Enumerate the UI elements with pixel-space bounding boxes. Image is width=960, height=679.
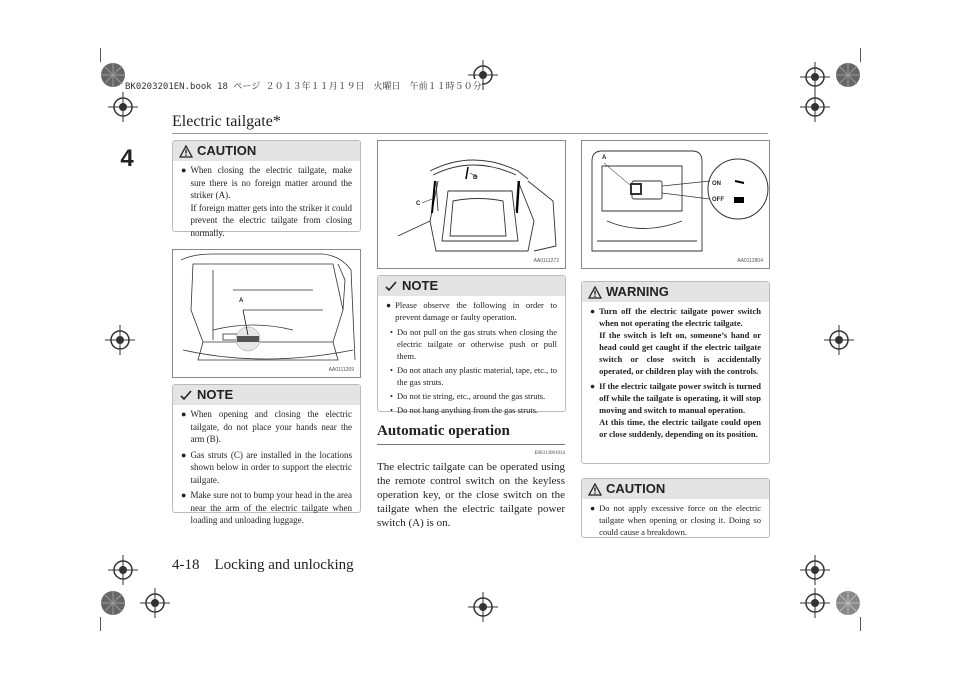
caution-header (582, 479, 769, 499)
list-item: ● When closing the electric tailgate, make sure there is no foreign matter around the striker (A). If foreign matter gets into the striker it could prevent the electric tailgate from closing normally. (181, 165, 352, 238)
cargo-striker-figure (172, 249, 361, 378)
registration-mark (108, 555, 138, 585)
crop-line (100, 617, 101, 631)
pen-check-icon (179, 389, 193, 402)
note-box (377, 275, 566, 415)
bullet-icon: ● (386, 300, 392, 310)
tailgate-struts-figure (377, 140, 566, 269)
file-stamp: BK0203201EN.book 18 ページ ２０１３年１１月１９日 火曜日 午前１１時５０分 (125, 79, 482, 92)
header-rule (172, 133, 768, 134)
switch-panel-illustration (582, 141, 769, 268)
section-code: E00313001034 (534, 451, 565, 456)
bullet-icon: ● (181, 490, 187, 500)
cargo-area-illustration (173, 250, 360, 377)
list-item: ● If the electric tailgate power switch is turned off while the tailgate is operating, it will stop moving and switch to manual operation. At this time, the electric tailgate could open or close suddenly, depending on its position. (590, 381, 761, 439)
color-swatch-mark (100, 62, 126, 88)
list-item: ● Make sure not to bump your head in the area near the arm of the electric tailgate when loading and unloading luggage. (181, 490, 352, 525)
crop-line (860, 617, 861, 631)
crop-line (860, 48, 861, 62)
figure-code: AA0111272 (533, 258, 559, 264)
figure-code: AA0112804 (737, 258, 763, 264)
note-title: NOTE (197, 387, 234, 402)
warning-triangle-icon (588, 286, 602, 299)
caution-title: CAUTION (606, 481, 666, 496)
warning-header (582, 282, 769, 302)
color-swatch-mark (100, 590, 126, 616)
callout-a: A (602, 155, 607, 161)
list-item: ● Gas struts (C) are installed in the locations shown below in order to support the electric tailgate. (181, 449, 352, 485)
bullet-icon: ● (181, 409, 187, 419)
registration-mark (468, 592, 498, 622)
registration-mark (800, 92, 830, 122)
section-heading: Automatic operation (377, 423, 565, 445)
bullet-icon: ● (590, 503, 596, 513)
color-swatch-mark (835, 590, 861, 616)
figure-code: AA0111269 (328, 367, 354, 373)
list-item: ● When opening and closing the electric tailgate, do not place your hands near the arm (B). (181, 409, 352, 444)
pen-check-icon (384, 280, 398, 293)
bullet-icon: ● (181, 165, 187, 175)
sub-list-item: • Do not pull on the gas struts when closing the electric tailgate or otherwise push or pull them. (390, 327, 557, 361)
sub-list-item: • Do not hang anything from the gas struts. (390, 405, 539, 415)
bullet-icon: ● (590, 306, 596, 316)
registration-mark (800, 588, 830, 618)
sub-list-item: • Do not tie string, etc., around the gas struts. (390, 391, 546, 401)
note-title: NOTE (402, 278, 439, 293)
callout-c: C (416, 201, 421, 207)
caution-box (172, 140, 361, 238)
caution-title: CAUTION (197, 143, 257, 158)
page-footer: 4-18 Locking and unlocking (172, 557, 354, 573)
caution-box (581, 478, 770, 538)
list-item: ● Please observe the following in order to prevent damage or faulty operation. (386, 300, 557, 322)
registration-mark (824, 325, 854, 355)
registration-mark (140, 588, 170, 618)
warning-triangle-icon (588, 483, 602, 496)
page-title: Electric tailgate* (172, 113, 281, 130)
warning-title: WARNING (606, 284, 669, 299)
sub-list-item: • Do not attach any plastic material, tape, etc., to the gas struts. (390, 365, 558, 387)
list-item: ● Do not apply excessive force on the electric tailgate when opening or closing it. Doing so could cause a breakdown. (590, 503, 761, 537)
list-item: ● Turn off the electric tailgate power switch when not operating the electric tailgate. If the switch is left on, someone’s hand or head could get caught if the electric tailgate switch or close switch is accidentally operated, or children play with the controls. (590, 306, 761, 376)
callout-b: B (473, 175, 478, 181)
registration-mark (800, 555, 830, 585)
body-paragraph: The electric tailgate can be operated using the remote control switch on the keyless operation key, or the close switch on the tailgate when the electric tailgate power switch (A) is on. (377, 461, 565, 529)
power-switch-figure (581, 140, 770, 269)
registration-mark (800, 62, 830, 92)
registration-mark (105, 325, 135, 355)
color-swatch-mark (835, 62, 861, 88)
section-tab: 4 (112, 140, 142, 178)
bullet-icon: ● (181, 449, 187, 460)
crop-line (100, 48, 101, 62)
open-tailgate-illustration (378, 141, 565, 268)
registration-mark (108, 92, 138, 122)
note-header (378, 276, 565, 296)
note-header (173, 385, 360, 405)
bullet-icon: ● (590, 381, 596, 391)
off-label: OFF (712, 197, 724, 203)
callout-a: A (239, 298, 244, 304)
on-label: ON (712, 181, 721, 187)
caution-header (173, 141, 360, 161)
warning-triangle-icon (179, 145, 193, 158)
note-box (172, 384, 361, 525)
warning-box (581, 281, 770, 464)
